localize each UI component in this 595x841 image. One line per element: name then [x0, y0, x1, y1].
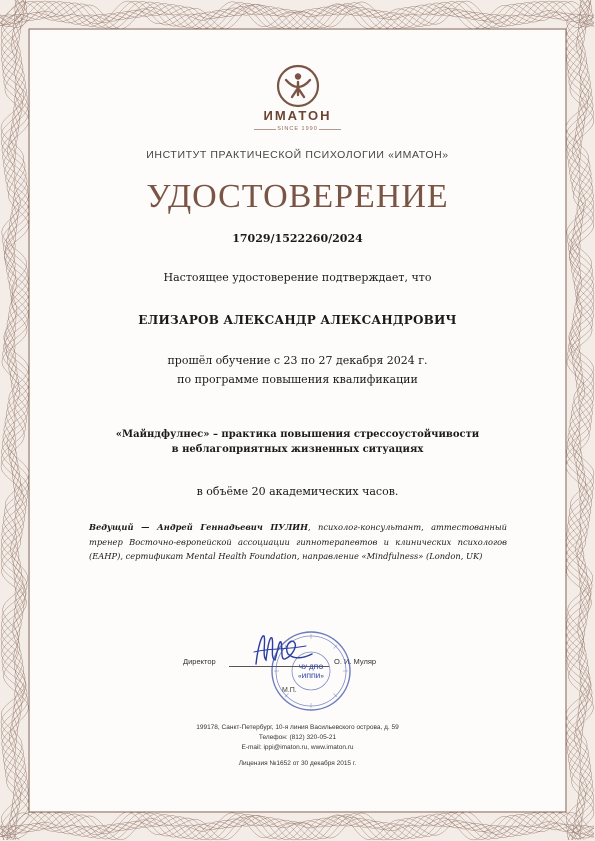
training-type: по программе повышения квалификации [177, 373, 418, 386]
brand-name: ИМАТОН [263, 108, 332, 123]
certificate-number: 17029/1522260/2024 [232, 232, 363, 245]
lead-trainer-info [89, 520, 507, 564]
stamp-center-line2: «ИППИ» [298, 673, 324, 680]
footer-email: E-mail: ippi@imaton.ru, www.imaton.ru [241, 744, 354, 751]
since-line-right [319, 129, 341, 130]
director-name: О. И. Муляр [334, 657, 377, 666]
brand-since: SINCE 1990 [277, 126, 318, 132]
stamp-place-label: М.П. [282, 687, 297, 694]
lead-trainer-name: Ведущий — Андрей Геннадьевич ПУЛИН [89, 522, 308, 532]
certificate-title: УДОСТОВЕРЕНИЕ [146, 178, 449, 215]
program-title-line2: в неблагоприятных жизненных ситуациях [171, 444, 424, 455]
imaton-logo-icon [276, 64, 320, 108]
stamp-center-line1: ЧУ ДПО [298, 664, 324, 671]
recipient-name: ЕЛИЗАРОВ АЛЕКСАНДР АЛЕКСАНДРОВИЧ [138, 313, 457, 327]
director-signature-icon [248, 626, 318, 676]
lead-trainer-details: , психолог-консультант, аттестованный тренер Восточно-европейской ассоциации гипнотерапевтов и клинических психологов (EAHP), сертификат Mental Health Foundation, направление «Mindfulness» (London, UK) [89, 522, 507, 561]
institute-name: ИНСТИТУТ ПРАКТИЧЕСКОЙ ПСИХОЛОГИИ «ИМАТОН» [146, 149, 449, 161]
program-title-line1: «Майндфулнес» – практика повышения стрессоустойчивости [115, 429, 480, 440]
training-period: прошёл обучение с 23 по 27 декабря 2024 г. [167, 354, 428, 367]
director-label: Директор [183, 657, 216, 666]
footer-license: Лицензия №1652 от 30 декабря 2015 г. [238, 760, 357, 767]
confirm-text: Настоящее удостоверение подтверждает, что [163, 271, 432, 284]
footer-address: 199178, Санкт-Петербург, 10-я линия Васильевского острова, д. 59 [196, 724, 399, 731]
footer-phone: Телефон: (812) 320-05-21 [258, 734, 337, 741]
program-hours: в объёме 20 академических часов. [196, 485, 399, 498]
